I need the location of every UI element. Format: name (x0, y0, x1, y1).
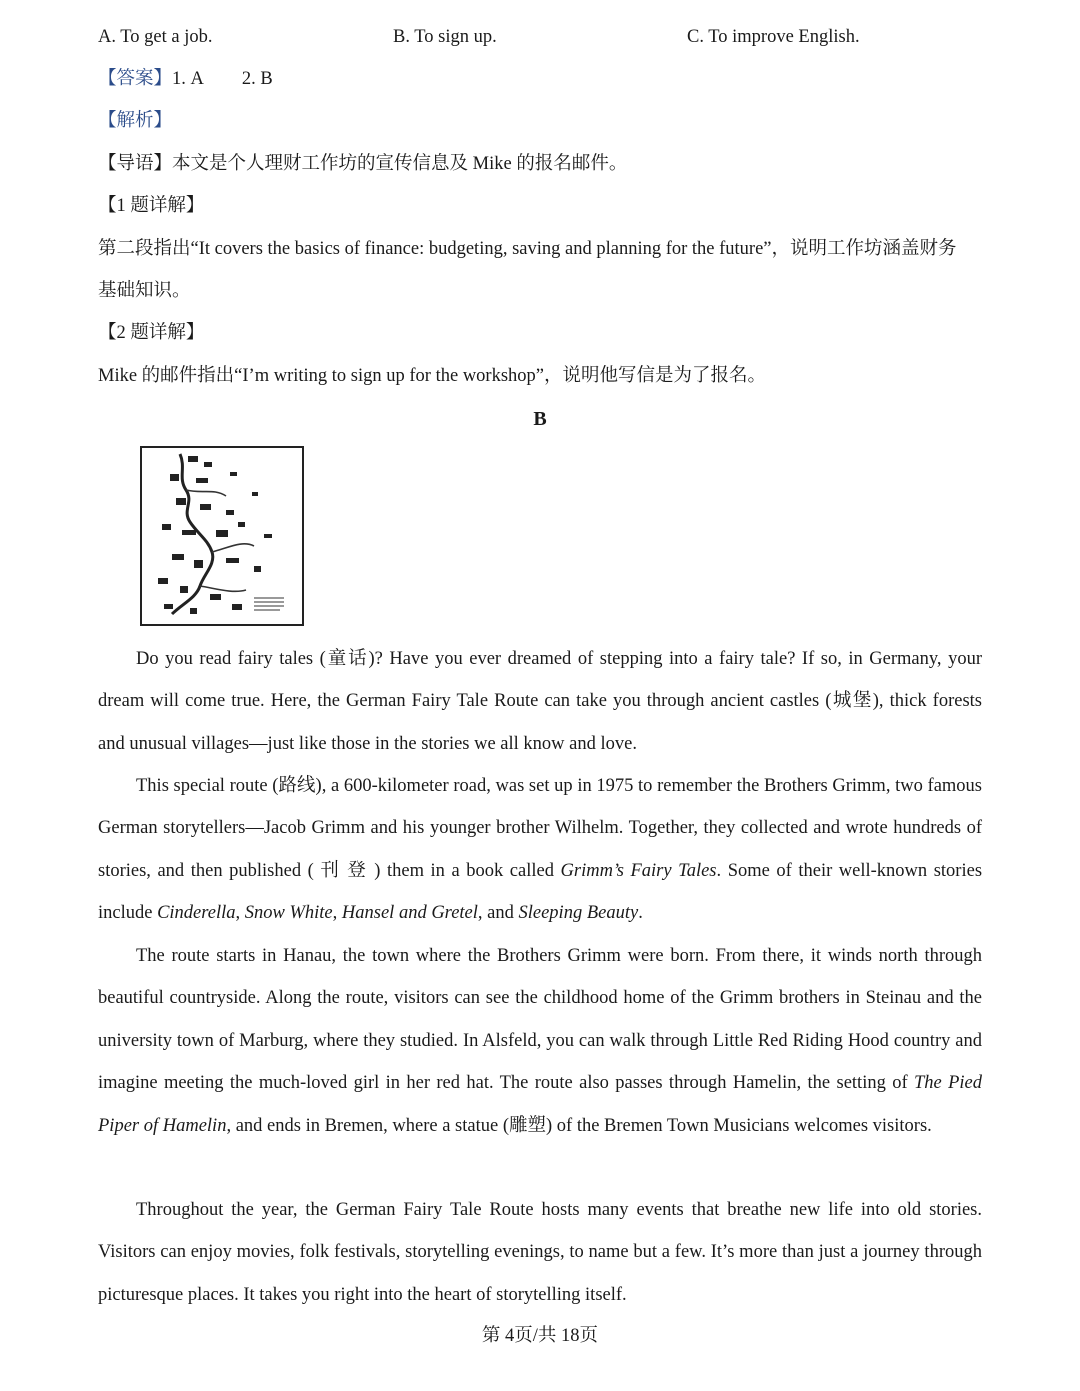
analysis-label: 【解析】 (98, 111, 173, 131)
answer-q2: 2. B (241, 69, 273, 89)
page-number-footer: 第 4页/共 18页 (481, 1326, 599, 1346)
option-a: A. To get a job. (98, 27, 213, 47)
p2-sep-1: , (235, 903, 245, 924)
answer-label: 【答案】 (98, 69, 173, 89)
p2-sep-2: , (332, 903, 342, 924)
p2-sep-3: , and (477, 903, 519, 924)
intro-label: 【导语】 (98, 154, 173, 174)
q2-detail-text: Mike 的邮件指出“I’m writing to sign up for the workshop”，说明他写信是为了报名。 (98, 366, 766, 386)
passage-paragraph-2 (98, 765, 982, 935)
story-cinderella: Cinderella (157, 903, 236, 924)
p2-text-a: This special route (路线), a 600-kilometer road, was set up in 1975 to remember the Brothers Grimm, two famous German storytellers—Jacob Grimm and his younger brother Wilhelm. Together, they collected and wrote hundreds of stories, and then published ( 刊 登 ) them in a book called (98, 776, 982, 881)
option-c: C. To improve English. (687, 27, 860, 47)
intro-line (98, 152, 982, 176)
q1-detail-label: 【1 题详解】 (98, 196, 205, 216)
q2-detail-label: 【2 题详解】 (98, 323, 205, 343)
story-hansel-gretel: Hansel and Gretel (341, 903, 478, 924)
p2-text-b: . Some of their well-known stories include (98, 860, 983, 924)
section-title: B (533, 408, 547, 430)
story-snow-white: Snow White (244, 903, 333, 924)
option-b: B. To sign up. (393, 27, 497, 47)
passage-paragraph-1: Do you read fairy tales (童话)? Have you ever dreamed of stepping into a fairy tale? If so, in Germany, your dream will come true. Here, the German Fairy Tale Route can take you through ancient castles (城堡), thick forests and unusual villages—just like those in the stories we all know and love. (98, 649, 982, 754)
q1-detail-line2: 基础知识。 (98, 281, 191, 301)
answer-q1: 1. A (172, 69, 204, 89)
p3-text-a: The route starts in Hanau, the town where the Brothers Grimm were born. From there, it winds north through beautiful countryside. Along the route, visitors can see the childhood home of the Grimm brothers in Steinau and the university town of Marburg, where they studied. In Alsfeld, you can walk through Little Red Riding Hood country and imagine meeting the much-loved girl in her red hat. The route also passes through Hamelin, the setting of (98, 946, 982, 1094)
intro-text: 本文是个人理财工作坊的宣传信息及 Mike 的报名邮件。 (172, 154, 628, 174)
map-drawing (142, 448, 302, 624)
p3-text-b: , and ends in Bremen, where a statue (雕塑) of the Bremen Town Musicians welcomes visitors. (226, 1115, 932, 1136)
p2-end: . (638, 903, 643, 924)
fairy-tale-route-map-icon (140, 446, 304, 626)
answer-line (98, 67, 982, 91)
q1-detail-line1: 第二段指出“It covers the basics of finance: budgeting, saving and planning for the future”，说明工作坊涵盖财务 (98, 239, 957, 259)
book-title: Grimm’s Fairy Tales (560, 860, 717, 881)
passage-paragraph-3 (98, 935, 982, 1147)
story-pied-piper: The Pied Piper of Hamelin (98, 1073, 982, 1136)
passage-paragraph-4: Throughout the year, the German Fairy Tale Route hosts many events that breathe new life into old stories. Visitors can enjoy movies, folk festivals, storytelling evenings, to name but a few. It’s more than just a journey through picturesque places. It takes you right into the heart of storytelling itself. (98, 1200, 982, 1305)
story-sleeping-beauty: Sleeping Beauty (518, 903, 639, 924)
